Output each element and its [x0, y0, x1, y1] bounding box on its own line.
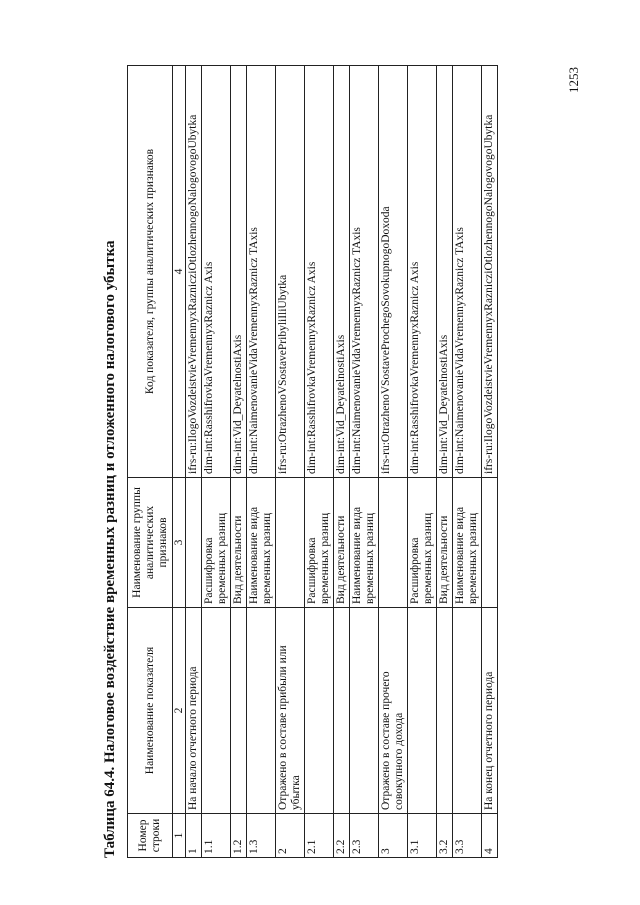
table-row: [437, 66, 453, 858]
indicator-name-cell: [247, 608, 276, 814]
table-row: [202, 66, 231, 858]
code-cell: dim-int:RasshifrovkaVremennyxRaznicz Axis: [408, 66, 437, 478]
group-name-cell: Наименование вида временных разниц: [247, 478, 276, 608]
table-row: [186, 66, 202, 858]
group-name-cell: Расшифровка временных разниц: [408, 478, 437, 608]
column-number: 2: [173, 608, 186, 814]
indicator-name-cell: [437, 608, 453, 814]
indicator-name-cell: [408, 608, 437, 814]
indicator-name-cell: [202, 608, 231, 814]
column-number: 1: [173, 814, 186, 858]
column-header-row-number: Номер строки: [128, 814, 173, 858]
group-name-cell: Вид деятельности: [231, 478, 247, 608]
table-body: [186, 66, 498, 858]
column-header-group-name: Наименование группы аналитических признаков: [128, 478, 173, 608]
table-row: [334, 66, 350, 858]
row-number-cell: 2: [276, 814, 305, 858]
row-number-cell: 3: [379, 814, 408, 858]
row-number-cell: 2.2: [334, 814, 350, 858]
table-row: [482, 66, 498, 858]
group-name-cell: Наименование вида временных разниц: [453, 478, 482, 608]
table-row: [453, 66, 482, 858]
group-name-cell: Вид деятельности: [334, 478, 350, 608]
code-cell: ifrs-ru:OtrazhenoVSostaveProchegoSovokupnogoDoxoda: [379, 66, 408, 478]
group-name-cell: Наименование вида временных разниц: [350, 478, 379, 608]
indicator-name-cell: Отражено в составе прибыли или убытка: [276, 608, 305, 814]
code-cell: ifrs-ru:OtrazhenoVSostavePribyliIliUbytka: [276, 66, 305, 478]
row-number-cell: 1.3: [247, 814, 276, 858]
indicator-name-cell: На конец отчетного периода: [482, 608, 498, 814]
code-cell: dim-int:Vid_DeyatelnostiAxis: [231, 66, 247, 478]
column-number: 4: [173, 66, 186, 478]
code-cell: ifrs-ru:IlogoVozdeistvieVremennyxRaznicziOtlozhennogoNalogovogoUbytka: [482, 66, 498, 478]
code-cell: dim-int:NaimenovanieVidaVremennyxRaznicz TAxis: [247, 66, 276, 478]
code-cell: dim-int:NaimenovanieVidaVremennyxRaznicz TAxis: [453, 66, 482, 478]
tax-effect-table: [127, 65, 498, 858]
indicator-name-cell: [350, 608, 379, 814]
table-caption: Таблица 64.4. Налоговое воздействие временных разниц и отложенного налогового убытка: [102, 240, 118, 858]
table-row: [350, 66, 379, 858]
column-header-code: Код показателя, группы аналитических признаков: [128, 66, 173, 478]
code-cell: ifrs-ru:IlogoVozdeistvieVremennyxRaznicziOtlozhennogoNalogovogoUbytka: [186, 66, 202, 478]
row-number-cell: 4: [482, 814, 498, 858]
group-name-cell: [482, 478, 498, 608]
row-number-cell: 3.1: [408, 814, 437, 858]
group-name-cell: Вид деятельности: [437, 478, 453, 608]
row-number-cell: 1.2: [231, 814, 247, 858]
table-row: [305, 66, 334, 858]
column-header-indicator-name: Наименование показателя: [128, 608, 173, 814]
table-header-row: [128, 66, 173, 858]
table-row: [247, 66, 276, 858]
indicator-name-cell: [453, 608, 482, 814]
group-name-cell: Расшифровка временных разниц: [202, 478, 231, 608]
code-cell: dim-int:RasshifrovkaVremennyxRaznicz Axis: [305, 66, 334, 478]
table-row: [276, 66, 305, 858]
column-number: 3: [173, 478, 186, 608]
code-cell: dim-int:Vid_DeyatelnostiAxis: [334, 66, 350, 478]
indicator-name-cell: [305, 608, 334, 814]
indicator-name-cell: [231, 608, 247, 814]
rotated-page-content: [100, 58, 580, 858]
code-cell: dim-int:NaimenovanieVidaVremennyxRaznicz TAxis: [350, 66, 379, 478]
page-number: 1253: [566, 67, 581, 93]
code-cell: dim-int:Vid_DeyatelnostiAxis: [437, 66, 453, 478]
indicator-name-cell: Отражено в составе прочего совокупного дохода: [379, 608, 408, 814]
row-number-cell: 3.2: [437, 814, 453, 858]
group-name-cell: [186, 478, 202, 608]
row-number-cell: 1.1: [202, 814, 231, 858]
table-row: [379, 66, 408, 858]
indicator-name-cell: [334, 608, 350, 814]
group-name-cell: [379, 478, 408, 608]
table-row: [408, 66, 437, 858]
column-number-row: [173, 66, 186, 858]
group-name-cell: Расшифровка временных разниц: [305, 478, 334, 608]
group-name-cell: [276, 478, 305, 608]
row-number-cell: 3.3: [453, 814, 482, 858]
code-cell: dim-int:RasshifrovkaVremennyxRaznicz Axis: [202, 66, 231, 478]
row-number-cell: 1: [186, 814, 202, 858]
table-row: [231, 66, 247, 858]
row-number-cell: 2.1: [305, 814, 334, 858]
indicator-name-cell: На начало отчетного периода: [186, 608, 202, 814]
row-number-cell: 2.3: [350, 814, 379, 858]
